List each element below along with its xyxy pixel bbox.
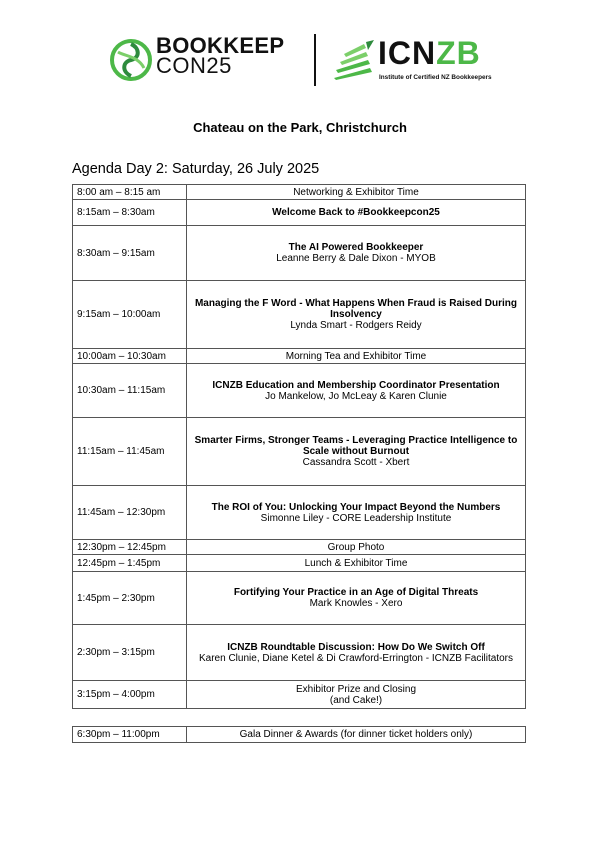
session-description: [187, 486, 526, 540]
session-description: [187, 418, 526, 486]
table-row: [73, 226, 526, 281]
session-time: 12:30pm – 12:45pm: [73, 540, 187, 555]
icnzb-subtitle: Institute of Certified NZ Bookkeepers: [379, 74, 492, 81]
session-description: [187, 226, 526, 281]
icnzb-wordmark: ICNZB: [378, 35, 481, 71]
table-row: [73, 281, 526, 349]
session-time: 9:15am – 10:00am: [73, 281, 187, 349]
table-row: [73, 681, 526, 709]
table-row: [73, 418, 526, 486]
session-time: 8:00 am – 8:15 am: [73, 185, 187, 200]
session-speaker: Simonne Liley - CORE Leadership Institute: [260, 512, 452, 524]
session-speaker: Lynda Smart - Rodgers Reidy: [290, 320, 422, 331]
session-label: Morning Tea and Exhibitor Time: [285, 350, 427, 362]
bookkeepcon-logo: [110, 33, 300, 86]
table-row: [73, 540, 526, 555]
logo-divider: [314, 34, 316, 86]
session-time: 2:30pm – 3:15pm: [73, 625, 187, 681]
session-label: Lunch & Exhibitor Time: [304, 557, 408, 569]
session-speaker: Karen Clunie, Diane Ketel & Di Crawford-Errington - ICNZB Facilitators: [199, 652, 513, 664]
header-logos: [110, 34, 500, 90]
session-time: 12:45pm – 1:45pm: [73, 555, 187, 572]
session-description: [187, 200, 526, 226]
session-speaker: Cassandra Scott - Xbert: [302, 457, 410, 468]
icnzb-logo: [332, 35, 502, 86]
table-row: [73, 486, 526, 540]
session-title: ICNZB Education and Membership Coordinator Presentation: [212, 379, 500, 391]
session-title: Fortifying Your Practice in an Age of Digital Threats: [233, 587, 479, 598]
session-speaker: Leanne Berry & Dale Dixon - MYOB: [276, 253, 436, 264]
table-row: [73, 625, 526, 681]
venue-title: Chateau on the Park, Christchurch: [193, 120, 407, 135]
session-time: 8:15am – 8:30am: [73, 200, 187, 226]
session-title: Smarter Firms, Stronger Teams - Leveraging Practice Intelligence to Scale without Burnout: [194, 435, 518, 457]
gala-table: [72, 726, 526, 743]
session-title: Managing the F Word - What Happens When Fraud is Raised During Insolvency: [194, 298, 518, 320]
session-title: ICNZB Roundtable Discussion: How Do We Switch Off: [227, 641, 485, 653]
table-row: [73, 185, 526, 200]
table-row: [73, 200, 526, 226]
session-label: Exhibitor Prize and Closing: [295, 683, 417, 695]
table-row: [73, 364, 526, 418]
session-description: [187, 349, 526, 364]
session-label: (and Cake!): [329, 694, 383, 706]
con25-wordmark: CON25: [156, 53, 232, 78]
session-time: 10:30am – 11:15am: [73, 364, 187, 418]
session-speaker: Mark Knowles - Xero: [309, 598, 403, 609]
session-title: The ROI of You: Unlocking Your Impact Beyond the Numbers: [211, 501, 501, 513]
session-time: 3:15pm – 4:00pm: [73, 681, 187, 709]
session-time: 6:30pm – 11:00pm: [73, 727, 187, 743]
session-title: Welcome Back to #Bookkeepcon25: [272, 207, 440, 218]
session-description: [187, 364, 526, 418]
session-title: The AI Powered Bookkeeper: [288, 242, 424, 253]
bookkeep-wordmark: BOOKKEEP: [156, 33, 285, 58]
session-description: [187, 572, 526, 625]
session-time: 1:45pm – 2:30pm: [73, 572, 187, 625]
session-time: 10:00am – 10:30am: [73, 349, 187, 364]
session-label: Group Photo: [327, 541, 385, 553]
table-row: [73, 727, 526, 743]
session-time: 11:45am – 12:30pm: [73, 486, 187, 540]
agenda-heading: Agenda Day 2: Saturday, 26 July 2025: [72, 161, 320, 177]
session-time: 8:30am – 9:15am: [73, 226, 187, 281]
session-speaker: Jo Mankelow, Jo McLeay & Karen Clunie: [265, 390, 447, 402]
table-row: [73, 572, 526, 625]
session-description: [187, 281, 526, 349]
icnzb-leaf-icon: [332, 40, 376, 80]
table-row: [73, 555, 526, 572]
session-description: [187, 555, 526, 572]
session-description: Gala Dinner & Awards (for dinner ticket holders only): [187, 727, 526, 743]
session-description: [187, 540, 526, 555]
agenda-table: [72, 184, 526, 709]
session-label: Networking & Exhibitor Time: [293, 186, 419, 198]
table-row: [73, 349, 526, 364]
session-description: [187, 681, 526, 709]
session-description: [187, 185, 526, 200]
bookkeepcon-swirl-icon: [110, 38, 152, 82]
session-time: 11:15am – 11:45am: [73, 418, 187, 486]
session-description: [187, 625, 526, 681]
